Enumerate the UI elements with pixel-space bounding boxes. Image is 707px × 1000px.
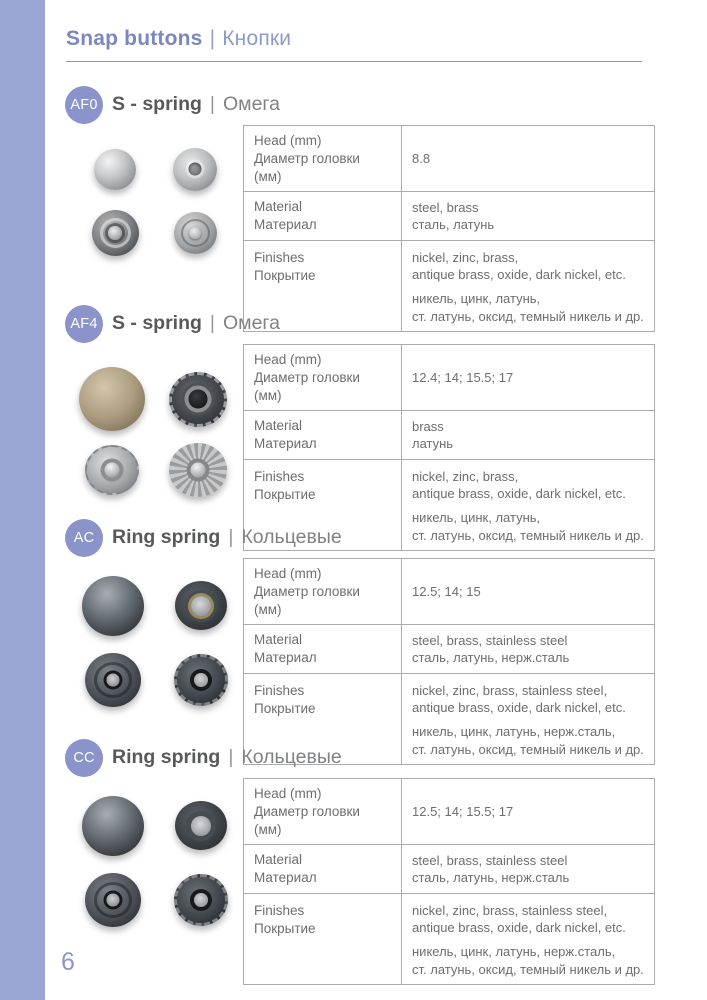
- label-ru: Диаметр головки (мм): [254, 583, 360, 617]
- snap-socket-image: [85, 873, 141, 927]
- snap-cap-image: [82, 576, 144, 636]
- table-row-finishes: [244, 241, 655, 332]
- snap-cap-image: [82, 796, 144, 856]
- snap-socket-serrated-image: [169, 372, 227, 427]
- row-label: [244, 625, 402, 674]
- snap-cap-hole-image: [173, 148, 217, 191]
- section-title-en: S - spring: [112, 93, 202, 115]
- row-label: [244, 845, 402, 894]
- material-ru: латунь: [412, 436, 454, 452]
- row-value: [402, 126, 655, 192]
- section-title-ru: Кольцевые: [241, 746, 342, 768]
- finishes-en-line2: antique brass, oxide, dark nickel, etc.: [412, 486, 626, 502]
- ring-hole: [191, 816, 211, 836]
- label-en: Finishes: [254, 683, 305, 699]
- row-value: [402, 625, 655, 674]
- finishes-en-line2: antique brass, oxide, dark nickel, etc.: [412, 267, 626, 283]
- label-en: Finishes: [254, 903, 305, 919]
- label-en: Head (mm): [254, 566, 322, 581]
- stud-post: [105, 463, 120, 478]
- spec-table-cc: [243, 778, 655, 985]
- product-photo-af0: [75, 138, 235, 266]
- section-title-ru: Омега: [223, 312, 280, 334]
- finishes-ru-line2: ст. латунь, оксид, темный никель и др.: [412, 527, 644, 543]
- table-row-material: [244, 192, 655, 241]
- table-row-head: [244, 779, 655, 845]
- row-value: [402, 241, 655, 332]
- snap-cap-image: [94, 149, 136, 190]
- material-en: brass: [412, 419, 444, 435]
- label-en: Finishes: [254, 250, 305, 266]
- material-ru: сталь, латунь, нерж.сталь: [412, 870, 570, 886]
- finishes-ru-line1: никель, цинк, латунь, нерж.сталь,: [412, 724, 616, 740]
- badge-af4: AF4: [65, 305, 103, 343]
- material-ru: сталь, латунь, нерж.сталь: [412, 650, 570, 666]
- label-ru: Покрытие: [254, 920, 316, 936]
- table-row-material: [244, 411, 655, 460]
- finishes-en: [412, 468, 644, 502]
- page-title: [66, 27, 291, 51]
- head-sizes: 12.4; 14; 15.5; 17: [412, 370, 514, 386]
- label-ru: Материал: [254, 870, 317, 886]
- finishes-ru-line1: никель, цинк, латунь, нерж.сталь,: [412, 944, 616, 960]
- section-heading: [112, 526, 342, 549]
- spec-table-af4: [243, 344, 655, 551]
- snap-ring-spring-image: [175, 581, 227, 630]
- label-ru: Покрытие: [254, 267, 316, 283]
- section-heading: [112, 746, 342, 769]
- label-en: Finishes: [254, 469, 305, 485]
- heading-separator: |: [228, 526, 234, 548]
- label-ru: Диаметр головки (мм): [254, 803, 360, 837]
- row-value: [402, 411, 655, 460]
- finishes-ru: [412, 943, 644, 977]
- heading-separator: |: [209, 312, 215, 334]
- table-row-head: [244, 126, 655, 192]
- finishes-ru-line2: ст. латунь, оксид, темный никель и др.: [412, 308, 644, 324]
- row-value: [402, 779, 655, 845]
- row-label: [244, 345, 402, 411]
- spec-table-af0: [243, 125, 655, 332]
- table-row-material: [244, 625, 655, 674]
- label-en: Material: [254, 418, 303, 434]
- section-title-en: Ring spring: [112, 746, 221, 768]
- row-value: [402, 845, 655, 894]
- label-ru: Материал: [254, 217, 317, 233]
- head-sizes: 8.8: [412, 151, 431, 167]
- section-title-ru: Кольцевые: [241, 526, 342, 548]
- section-heading: [112, 312, 280, 335]
- label-ru: Покрытие: [254, 700, 316, 716]
- row-value: [402, 894, 655, 985]
- finishes-en-line2: antique brass, oxide, dark nickel, etc.: [412, 700, 626, 716]
- heading-separator: |: [228, 746, 234, 768]
- finishes-en-line2: antique brass, oxide, dark nickel, etc.: [412, 920, 626, 936]
- finishes-en-line1: nickel, zinc, brass, stainless steel,: [412, 683, 608, 699]
- snap-ring-image: [175, 801, 227, 850]
- row-value: [402, 559, 655, 625]
- side-accent-strip: [0, 0, 45, 1000]
- product-photo-cc: [69, 787, 245, 935]
- snap-stud-image: [174, 212, 217, 254]
- rivet-hole: [189, 163, 202, 176]
- snap-socket-image: [85, 653, 141, 707]
- label-en: Head (mm): [254, 786, 322, 801]
- table-row-material: [244, 845, 655, 894]
- snap-socket-image: [92, 210, 139, 256]
- snap-socket-serrated-image: [174, 654, 228, 706]
- label-ru: Материал: [254, 650, 317, 666]
- finishes-ru-line1: никель, цинк, латунь,: [412, 291, 541, 307]
- badge-cc: CC: [65, 739, 103, 777]
- snap-stud-image: [169, 443, 227, 497]
- finishes-en-line1: nickel, zinc, brass,: [412, 469, 519, 485]
- stud-post: [191, 463, 206, 478]
- page-title-ru: Кнопки: [222, 27, 292, 50]
- head-sizes: 12.5; 14; 15.5; 17: [412, 804, 514, 820]
- finishes-en-line1: nickel, zinc, brass, stainless steel,: [412, 903, 608, 919]
- section-title-en: Ring spring: [112, 526, 221, 548]
- socket-hole: [107, 893, 120, 906]
- section-title-ru: Омега: [223, 93, 280, 115]
- finishes-en: [412, 902, 644, 936]
- label-ru: Диаметр головки (мм): [254, 369, 360, 403]
- material-ru: сталь, латунь: [412, 217, 495, 233]
- row-label: [244, 559, 402, 625]
- row-label: [244, 192, 402, 241]
- row-label: [244, 779, 402, 845]
- title-separator: |: [209, 27, 216, 50]
- section-heading: [112, 93, 280, 116]
- socket-hole: [108, 226, 122, 240]
- socket-hole: [107, 673, 120, 686]
- finishes-ru-line2: ст. латунь, оксид, темный никель и др.: [412, 741, 644, 757]
- label-en: Material: [254, 632, 303, 648]
- row-value: [402, 674, 655, 765]
- finishes-ru-line2: ст. латунь, оксид, темный никель и др.: [412, 961, 644, 977]
- row-label: [244, 411, 402, 460]
- row-value: [402, 192, 655, 241]
- product-photo-ac: [69, 567, 245, 715]
- material-en: steel, brass, stainless steel: [412, 853, 568, 869]
- socket-hole: [194, 673, 208, 687]
- badge-ac: AC: [65, 519, 103, 557]
- row-value: [402, 460, 655, 551]
- stud-tip: [189, 227, 201, 239]
- ring-hole: [191, 596, 211, 616]
- finishes-ru: [412, 723, 644, 757]
- label-en: Head (mm): [254, 133, 322, 148]
- section-title-en: S - spring: [112, 312, 202, 334]
- table-row-head: [244, 559, 655, 625]
- finishes-en: [412, 682, 644, 716]
- socket-hole: [194, 893, 208, 907]
- finishes-ru-line1: никель, цинк, латунь,: [412, 510, 541, 526]
- header-divider: [66, 61, 642, 62]
- row-label: [244, 126, 402, 192]
- label-en: Material: [254, 852, 303, 868]
- page-title-en: Snap buttons: [66, 27, 203, 50]
- table-row-finishes: [244, 894, 655, 985]
- snap-stud-side-image: [85, 445, 139, 495]
- badge-af0: AF0: [65, 86, 103, 124]
- finishes-en-line1: nickel, zinc, brass,: [412, 250, 519, 266]
- snap-socket-serrated-image: [174, 874, 228, 926]
- row-label: [244, 894, 402, 985]
- heading-separator: |: [209, 93, 215, 115]
- finishes-ru: [412, 290, 644, 324]
- socket-hole: [189, 390, 208, 409]
- row-value: [402, 345, 655, 411]
- snap-cap-image: [79, 367, 145, 431]
- table-row-head: [244, 345, 655, 411]
- material-en: steel, brass, stainless steel: [412, 633, 568, 649]
- label-en: Head (mm): [254, 352, 322, 367]
- label-ru: Покрытие: [254, 486, 316, 502]
- finishes-ru: [412, 509, 644, 543]
- head-sizes: 12.5; 14; 15: [412, 584, 481, 600]
- page-number: 6: [61, 948, 75, 976]
- spec-table-ac: [243, 558, 655, 765]
- material-en: steel, brass: [412, 200, 479, 216]
- label-en: Material: [254, 199, 303, 215]
- label-ru: Диаметр головки (мм): [254, 150, 360, 184]
- product-photo-af4: [69, 361, 241, 503]
- label-ru: Материал: [254, 436, 317, 452]
- finishes-en: [412, 249, 644, 283]
